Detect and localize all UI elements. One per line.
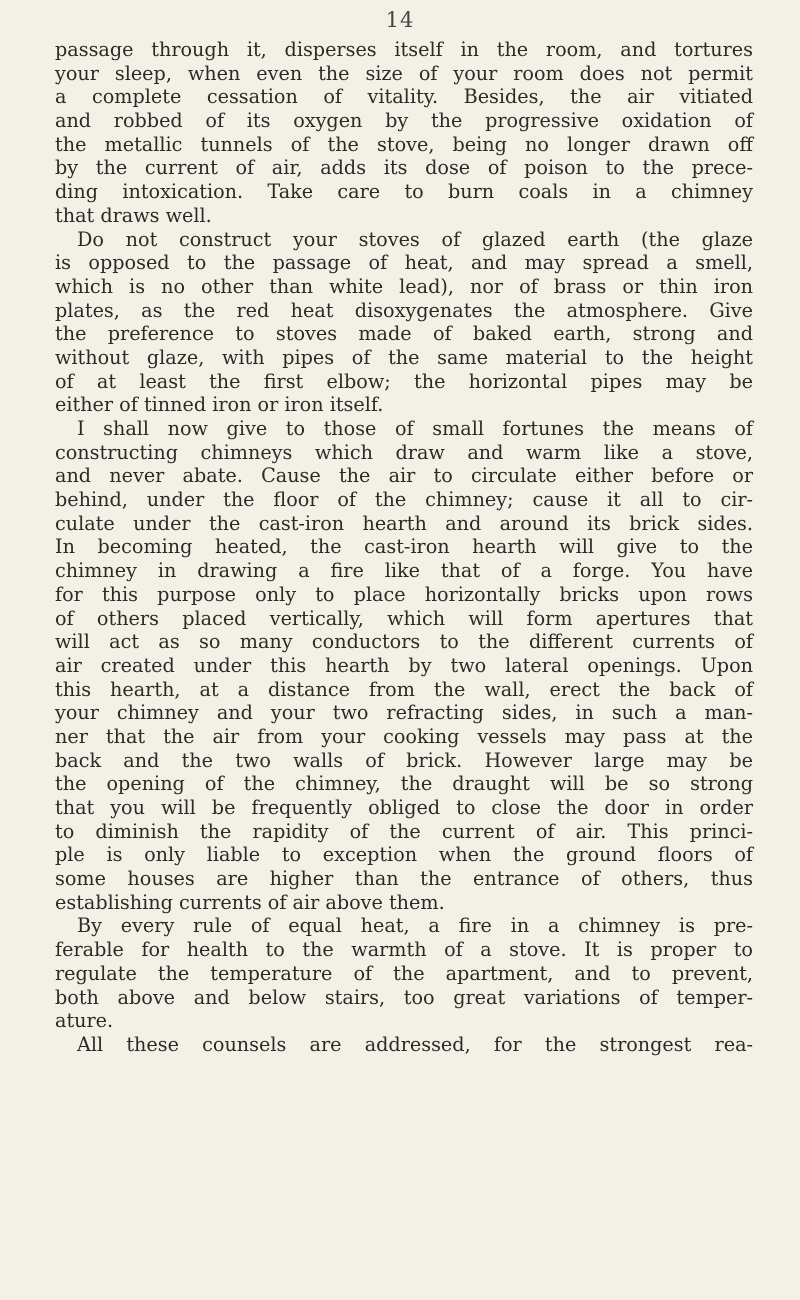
text-line: this hearth, at a distance from the wall, erect the back of [55,677,753,701]
text-line: your chimney and your two refracting sides, in such a man- [55,701,753,725]
paragraph [55,1033,753,1057]
text-line: air created under this hearth by two lateral openings. Upon [55,653,753,677]
text-line: regulate the temperature of the apartment, and to prevent, [55,961,753,985]
text-line: the preference to stoves made of baked earth, strong and [55,322,753,346]
text-line: back and the two walls of brick. However large may be [55,748,753,772]
text-line: plates, as the red heat disoxygenates the atmosphere. Give [55,298,753,322]
text-line: ple is only liable to exception when the ground floors of [55,843,753,867]
text-line: that draws well. [55,203,212,227]
text-line: that you will be frequently obliged to close the door in order [55,796,753,819]
text-line: a complete cessation of vitality. Besides, the air vitiated [55,85,753,109]
text-line: and robbed of its oxygen by the progressive oxidation of [55,109,753,133]
text-line: of others placed vertically, which will form apertures that [55,606,753,630]
text-line: All these counsels are addressed, for the strongest rea- [77,1032,753,1056]
paragraph [55,914,753,1032]
text-line: I shall now give to those of small fortunes the means of [77,417,753,440]
text-line: ner that the air from your cooking vessels may pass at the [55,724,753,748]
text-line: establishing currents of air above them. [55,890,445,914]
text-line: which is no other than white lead), nor of brass or thin iron [55,274,753,298]
text-line: your sleep, when even the size of your room does not permit [55,61,753,85]
text-line: chimney in drawing a fire like that of a forge. You have [55,559,753,583]
text-line: without glaze, with pipes of the same material to the height [55,345,753,369]
text-line: constructing chimneys which draw and warm like a stove, [55,440,753,464]
text-line: both above and below stairs, too great variations of temper- [55,985,753,1009]
text-line: Do not construct your stoves of glazed earth (the glaze [77,227,753,251]
text-line: will act as so many conductors to the different currents of [55,630,753,654]
text-line: and never abate. Cause the air to circulate either before or [55,464,753,488]
text-line: by the current of air, adds its dose of poison to the prece- [55,156,753,180]
text-line: ferable for health to the warmth of a stove. It is proper to [55,938,753,962]
text-line: the opening of the chimney, the draught will be so strong [55,772,753,796]
text-line: to diminish the rapidity of the current of air. This princi- [55,819,753,843]
text-line: of at least the first elbow; the horizontal pipes may be [55,369,753,393]
text-line: either of tinned iron or iron itself. [55,393,384,417]
text-line: is opposed to the passage of heat, and may spread a smell, [55,251,753,275]
body-text [55,38,753,1057]
text-line: the metallic tunnels of the stove, being no longer drawn off [55,132,753,156]
text-line: In becoming heated, the cast-iron hearth will give to the [55,535,753,559]
paragraph [55,228,753,418]
text-line: By every rule of equal heat, a fire in a chimney is pre- [77,914,753,938]
text-line: ding intoxication. Take care to burn coals in a chimney [55,180,753,204]
paragraph [55,417,753,914]
text-line: passage through it, disperses itself in the room, and tortures [55,38,753,61]
text-line: some houses are higher than the entrance of others, thus [55,867,753,891]
text-line: behind, under the floor of the chimney; cause it all to cir- [55,488,753,512]
page-number: 14 [385,8,415,32]
text-line: culate under the cast-iron hearth and around its brick sides. [55,511,753,535]
text-line: ature. [55,1009,114,1033]
paragraph [55,38,753,228]
text-line: for this purpose only to place horizontally bricks upon rows [55,582,753,606]
